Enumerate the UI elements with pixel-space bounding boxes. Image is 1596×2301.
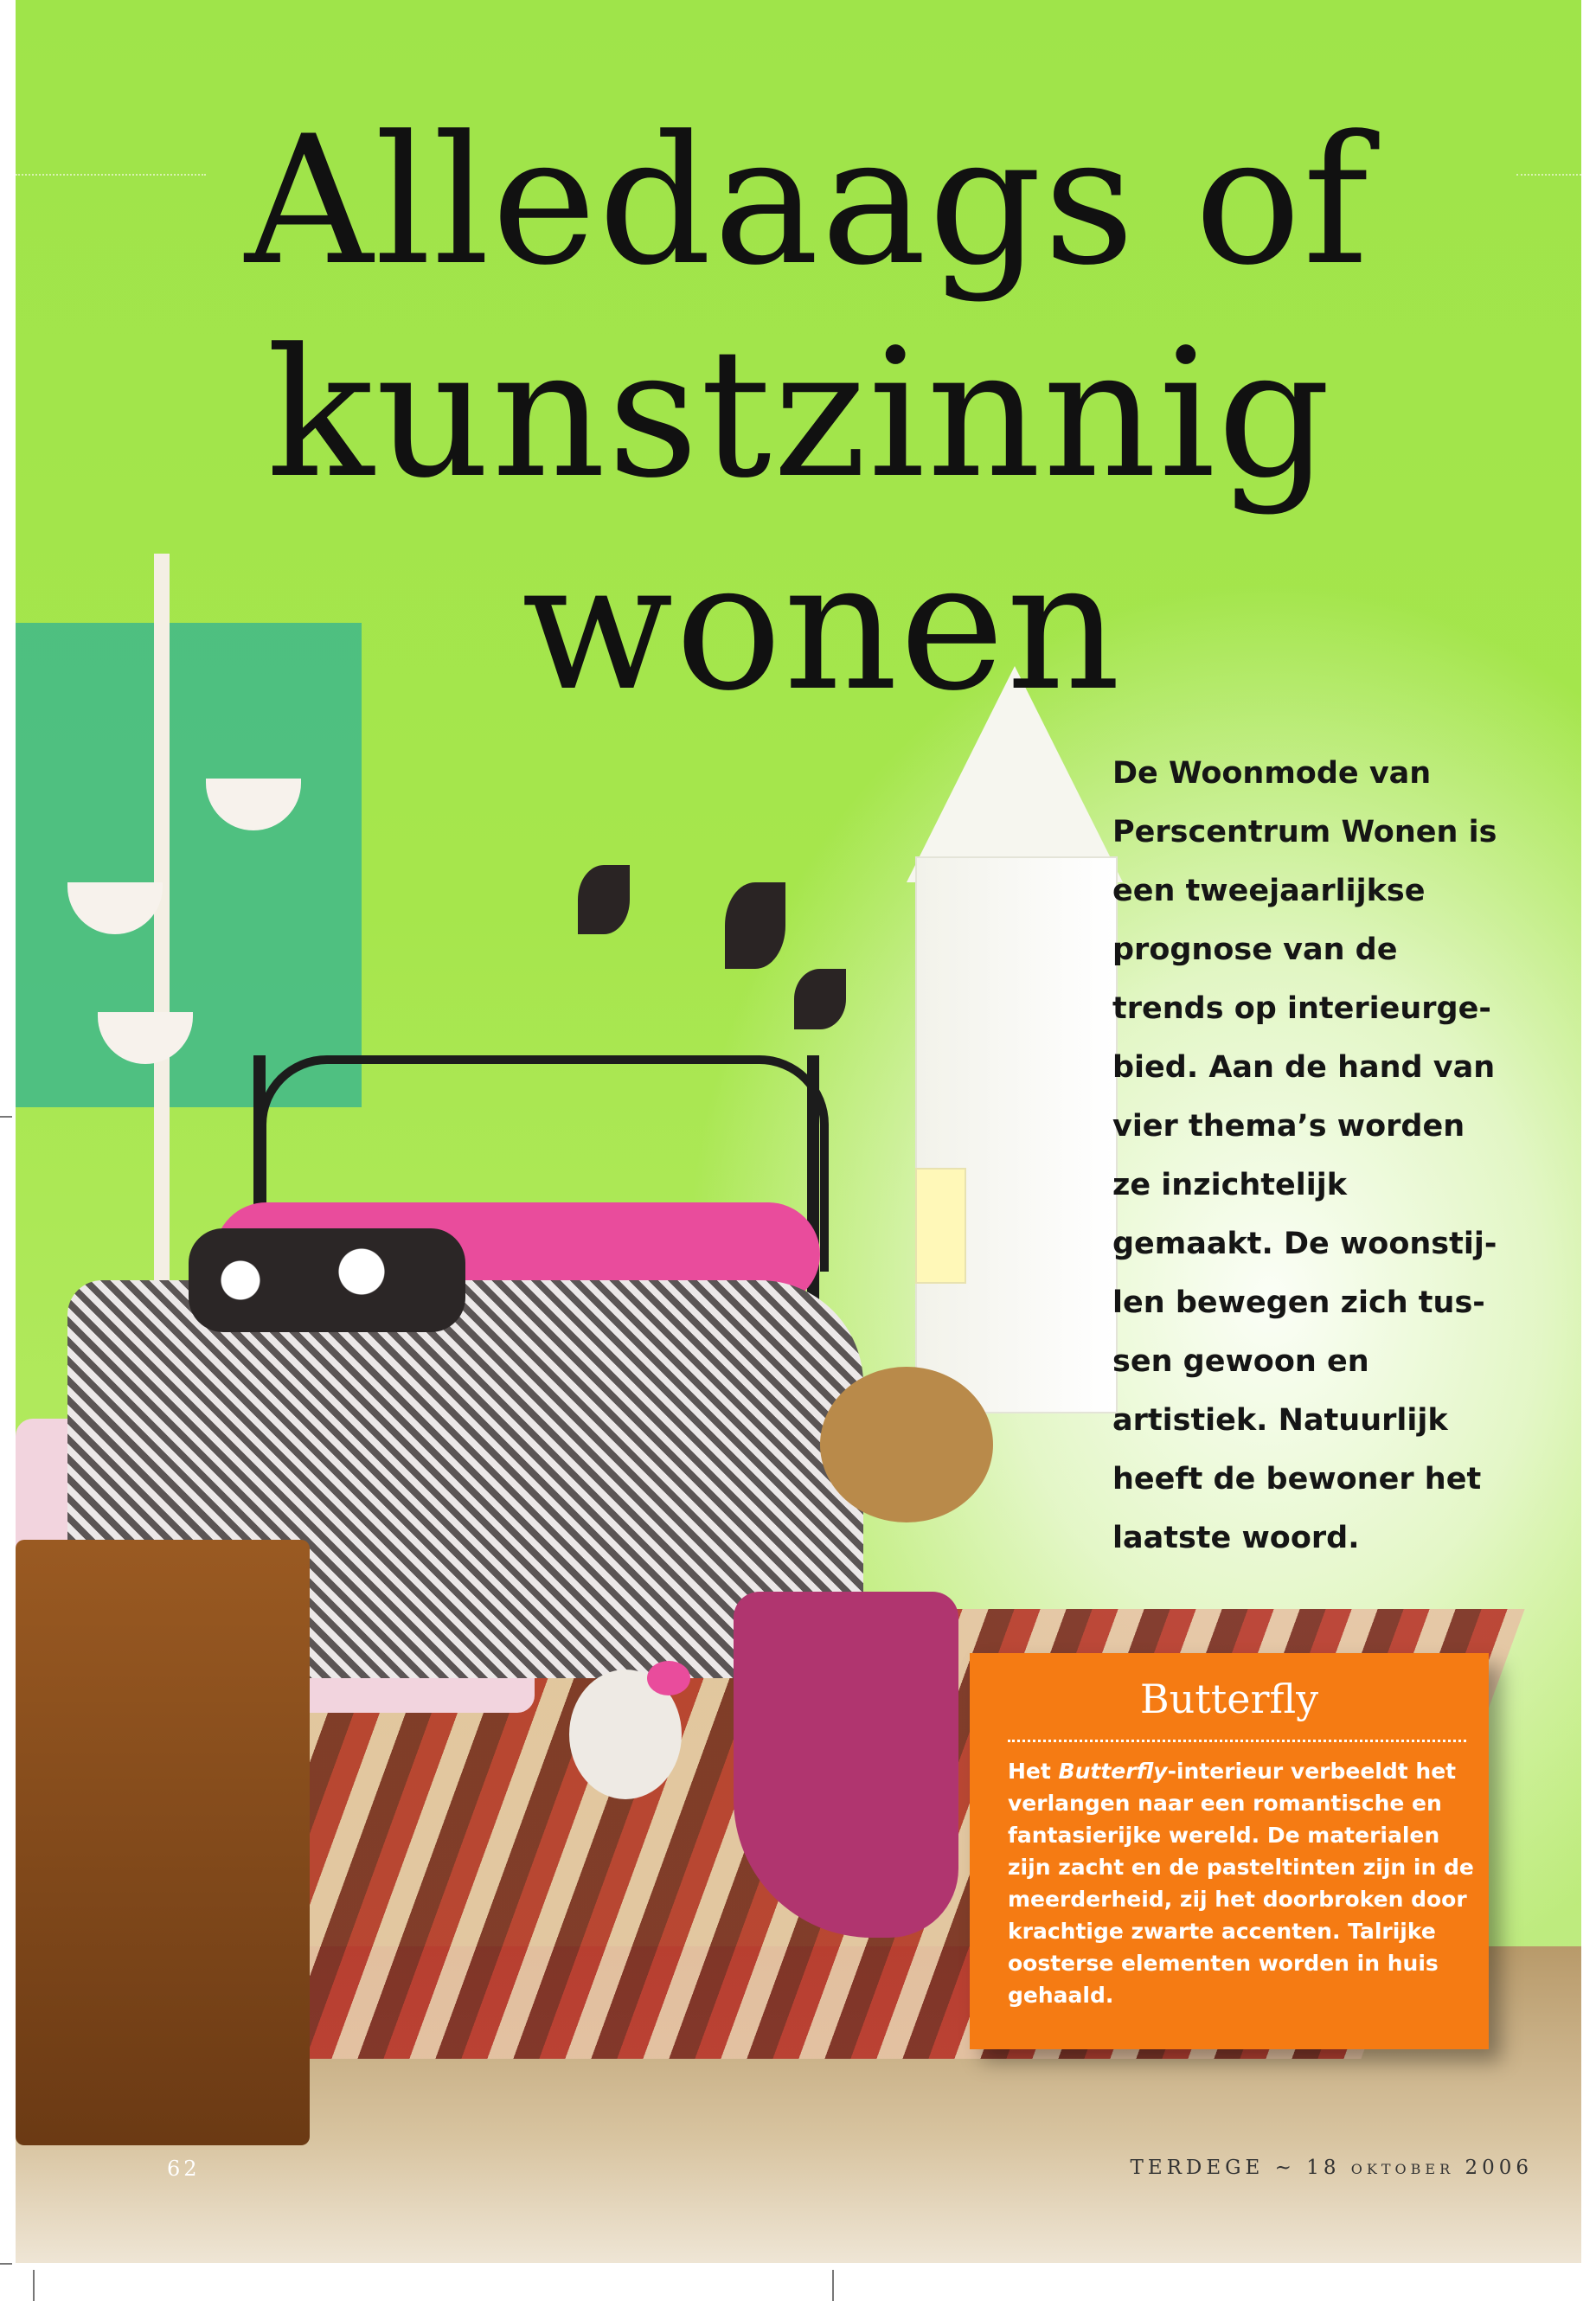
page-number: 62 xyxy=(167,2157,201,2181)
publication-name: TERDEGE xyxy=(1130,2157,1265,2179)
crop-mark xyxy=(0,1116,12,1118)
printed-pillow xyxy=(189,1228,465,1332)
plush-cat-bow xyxy=(647,1661,690,1695)
magazine-page xyxy=(16,0,1581,2263)
pink-swing-seat xyxy=(734,1592,958,1938)
sidebar-text-rest: -interieur verbeeldt het verlangen naar een romantische en fantasierijke wereld. De materialen zijn zacht en de pasteltinten zijn in de meerderheid, zij het doorbroken door krachtige zwarte accenten. Talrijke oosterse elementen worden in huis gehaald. xyxy=(1008,1759,1474,2008)
plush-animal xyxy=(820,1367,993,1522)
headline-line-1: Alledaags of xyxy=(245,99,1371,304)
sidebar-title: Butterfly xyxy=(1139,1676,1319,1722)
crop-mark xyxy=(33,2270,35,2301)
house-lamp-window xyxy=(915,1168,966,1284)
issue-date: 18 oktober 2006 xyxy=(1306,2157,1533,2179)
decorative-dotted-rule-left xyxy=(16,174,206,176)
intro-paragraph: De Woonmode van Perscentrum Wonen is een tweejaarlijkse prognose van de trends op interieurge-bied. Aan de hand van vier thema’s worden ze inzichtelijk gemaakt. De woonstij-len bewegen zich tus-sen gewoon en artistiek. Natuurlijk heeft de bewoner het laatste woord. xyxy=(1112,756,1497,1555)
wooden-chair xyxy=(16,1540,310,2145)
sidebar-text xyxy=(1008,1755,1475,2011)
butterfly-wall-decal xyxy=(578,865,630,934)
sidebar-text-start: Het xyxy=(1008,1759,1059,1784)
sidebar-dotted-rule xyxy=(1008,1740,1466,1742)
sidebar-text-emphasis: Butterfly xyxy=(1058,1759,1168,1784)
leaf-wall-decal xyxy=(725,882,785,969)
headline-line-3: wonen xyxy=(522,524,1123,730)
headline-line-2: kunstzinnig xyxy=(266,311,1333,517)
page-headline xyxy=(232,95,1529,734)
house-lamp xyxy=(915,856,1118,1413)
butterfly-sidebar xyxy=(970,1653,1489,2049)
crop-mark xyxy=(832,2270,834,2301)
leaf-wall-decal xyxy=(794,969,846,1029)
running-footer xyxy=(1130,2157,1533,2179)
crop-mark xyxy=(0,2263,12,2265)
footer-separator: ~ xyxy=(1274,2157,1296,2179)
